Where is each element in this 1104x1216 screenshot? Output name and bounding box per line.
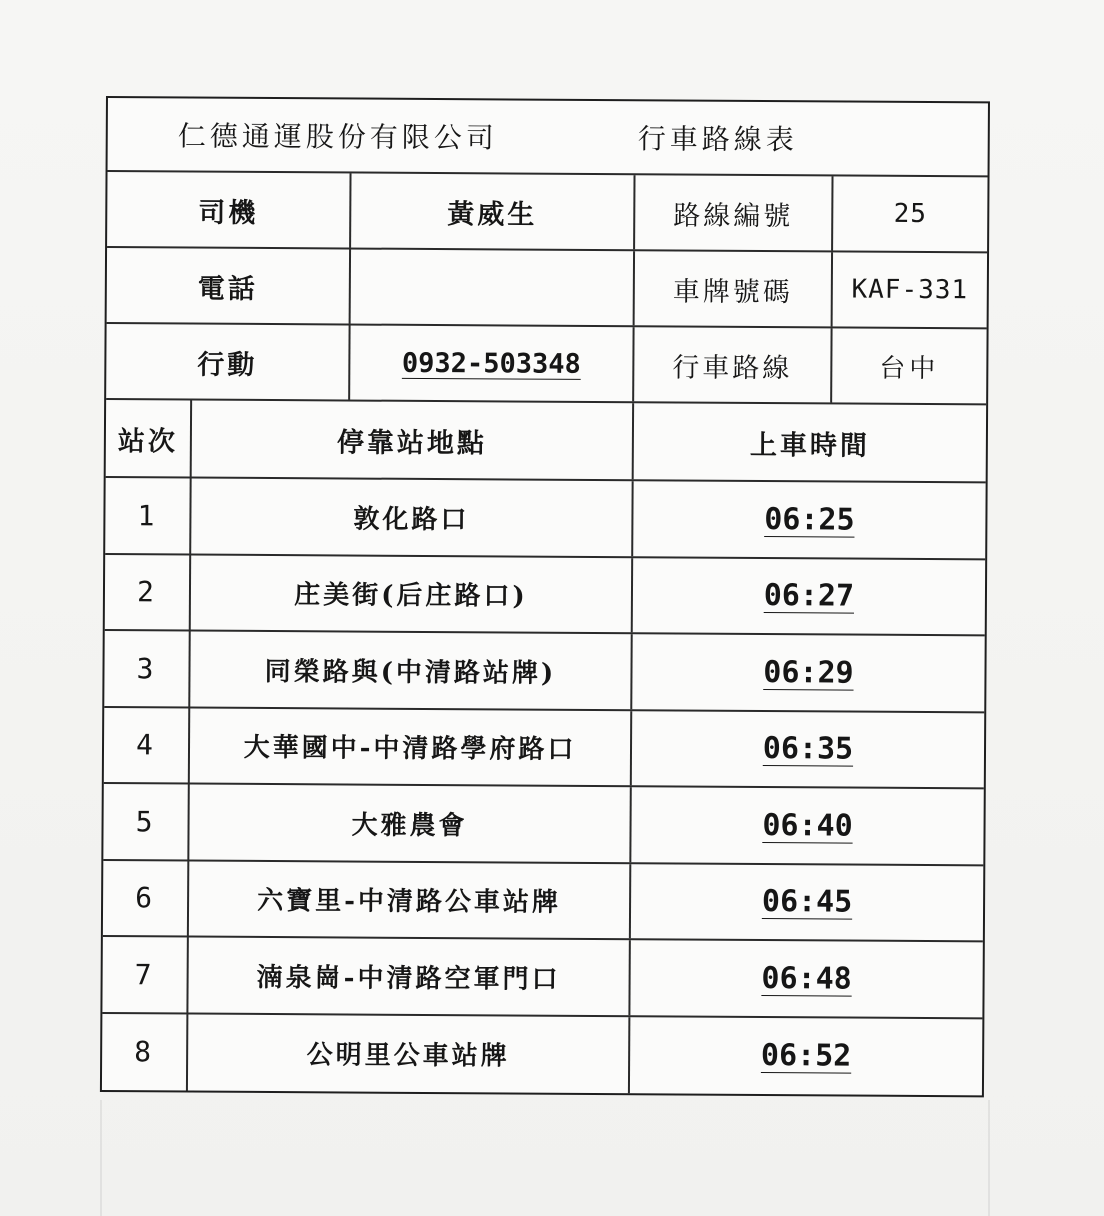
route-number-value: 25 <box>893 198 928 230</box>
pickup-time: 06:29 <box>763 654 854 691</box>
time-cell <box>633 558 985 635</box>
mobile-label: 行動 <box>106 324 350 399</box>
mobile-value: 0932-503348 <box>401 347 581 380</box>
pickup-time: 06:48 <box>761 960 852 997</box>
route-value: 台中 <box>879 353 940 384</box>
route-label: 行車路線 <box>634 327 832 402</box>
stop-location: 敦化路口 <box>191 479 633 556</box>
info-row-driver <box>107 172 987 253</box>
stop-number: 2 <box>105 555 191 630</box>
stop-number: 3 <box>104 631 190 706</box>
phone-value <box>351 249 635 325</box>
stop-location: 大雅農會 <box>189 785 631 862</box>
pickup-time: 06:25 <box>764 501 855 538</box>
stop-number: 8 <box>102 1013 188 1090</box>
driver-value: 黃威生 <box>351 174 635 250</box>
stop-number: 5 <box>103 784 189 859</box>
pickup-time: 06:40 <box>762 807 853 844</box>
table-row <box>105 555 985 637</box>
stop-number: 1 <box>105 478 191 553</box>
stop-number: 4 <box>104 708 190 783</box>
stop-location: 大華國中-中清路學府路口 <box>190 708 632 785</box>
pickup-time: 06:27 <box>763 578 855 614</box>
driver-label: 司機 <box>107 172 351 247</box>
table-row <box>103 784 983 866</box>
plate-label: 車牌號碼 <box>635 251 833 326</box>
stop-location: 湳泉崗-中清路空軍門口 <box>188 938 630 1015</box>
time-cell <box>632 711 984 788</box>
route-table <box>100 96 990 1097</box>
time-cell <box>631 787 983 864</box>
pickup-time: 06:45 <box>761 884 853 920</box>
time-cell <box>633 481 985 558</box>
time-cell <box>630 1017 982 1096</box>
table-row <box>103 860 983 942</box>
stop-number: 7 <box>102 937 188 1012</box>
time-cell <box>632 634 984 711</box>
stop-number: 6 <box>103 860 189 935</box>
info-row-mobile <box>106 324 986 405</box>
phone-label: 電話 <box>107 248 351 323</box>
column-header-time: 上車時間 <box>749 429 870 462</box>
table-header <box>106 400 986 483</box>
route-number-label: 路線編號 <box>635 175 833 250</box>
table-row <box>104 708 984 790</box>
time-cell <box>630 940 982 1017</box>
stop-location: 六寶里-中清路公車站牌 <box>189 861 631 938</box>
bleed-through-area <box>100 1100 990 1216</box>
company-name: 仁德通運股份有限公司 <box>177 119 498 155</box>
info-row-phone <box>107 248 987 329</box>
pickup-time: 06:35 <box>762 731 854 767</box>
mobile-cell <box>350 325 634 401</box>
time-cell <box>631 864 983 941</box>
table-row <box>102 1013 982 1095</box>
stop-location: 同榮路與(中清路站牌) <box>190 632 632 709</box>
table-row <box>105 478 985 560</box>
table-row <box>104 631 984 713</box>
column-header-location: 停靠站地點 <box>192 401 634 480</box>
table-row <box>102 937 982 1019</box>
title-row <box>108 98 988 177</box>
form-title: 行車路線表 <box>637 122 798 157</box>
plate-value: KAF-331 <box>851 274 969 306</box>
stop-location: 庄美街(后庄路口) <box>191 555 633 632</box>
column-header-stop-no: 站次 <box>106 400 192 477</box>
pickup-time: 06:52 <box>760 1038 852 1074</box>
stop-location: 公明里公車站牌 <box>188 1014 630 1093</box>
